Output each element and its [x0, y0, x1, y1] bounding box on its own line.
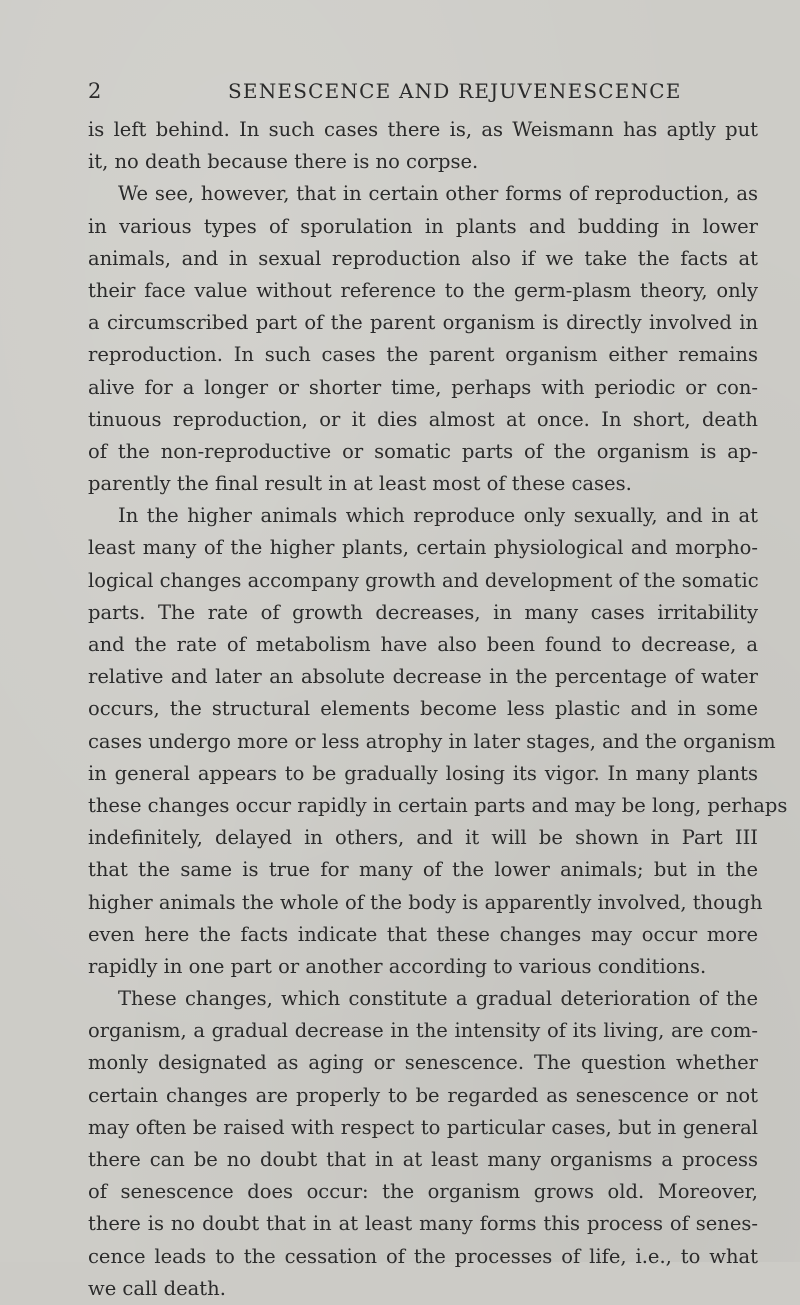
- text-line: there is no doubt that in at least many forms this process of senes-: [88, 1212, 758, 1236]
- text-line: parts. The rate of growth decreases, in many cases irritability: [88, 600, 758, 624]
- text-line: these changes occur rapidly in certain parts and may be long, perhaps: [88, 793, 788, 817]
- text-line: reproduction. In such cases the parent organism either remains: [88, 343, 758, 367]
- text-line: organism, a gradual decrease in the intensity of its living, are com-: [88, 1019, 758, 1043]
- text-line: it, no death because there is no corpse.: [88, 150, 479, 174]
- text-line: In the higher animals which reproduce only sexually, and in at: [118, 504, 758, 528]
- text-line: logical changes accompany growth and development of the somatic: [88, 568, 759, 592]
- text-line: rapidly in one part or another according to various conditions.: [88, 954, 707, 978]
- text-line: indefinitely, delayed in others, and it will be shown in Part III: [88, 826, 758, 850]
- text-line: higher animals the whole of the body is apparently involved, though: [88, 890, 763, 914]
- text-line: We see, however, that in certain other forms of reproduction, as: [118, 182, 758, 206]
- text-line: in various types of sporulation in plants and budding in lower: [88, 214, 758, 238]
- text-line: of the non-reproductive or somatic parts of the organism is ap-: [88, 439, 758, 463]
- text-line: that the same is true for many of the lower animals; but in the: [88, 858, 758, 882]
- text-line: is left behind. In such cases there is, as Weismann has aptly put: [88, 118, 758, 141]
- text-line: may often be raised with respect to particular cases, but in general: [88, 1115, 758, 1139]
- text-line: monly designated as aging or senescence. The question whether: [88, 1051, 758, 1075]
- running-title: SENESCENCE AND REJUVENESCENCE: [228, 79, 682, 103]
- page-number: 2: [88, 79, 102, 103]
- text-line: even here the facts indicate that these changes may occur more: [88, 922, 758, 946]
- text-line: occurs, the structural elements become less plastic and in some: [88, 697, 758, 721]
- text-line: least many of the higher plants, certain physiological and morpho-: [88, 536, 758, 560]
- text-line: their face value without reference to the germ-plasm theory, only: [88, 278, 758, 302]
- text-line: relative and later an absolute decrease in the percentage of water: [88, 665, 758, 689]
- running-head: [88, 76, 748, 106]
- text-line: These changes, which constitute a gradual deterioration of the: [118, 987, 758, 1011]
- text-line: and the rate of metabolism have also been found to decrease, a: [88, 633, 758, 656]
- text-line: of senescence does occur: the organism grows old. Moreover,: [88, 1180, 758, 1204]
- text-line: animals, and in sexual reproduction also if we take the facts at: [88, 246, 758, 270]
- text-line: cases undergo more or less atrophy in later stages, and the organism: [88, 729, 776, 753]
- text-line: in general appears to be gradually losing its vigor. In many plants: [88, 761, 758, 785]
- text-line: certain changes are properly to be regarded as senescence or not: [88, 1083, 758, 1107]
- text-line: parently the final result in at least most of these cases.: [88, 472, 632, 496]
- text-line: cence leads to the cessation of the processes of life, i.e., to what: [88, 1244, 758, 1268]
- text-line: tinuous reproduction, or it dies almost at once. In short, death: [88, 407, 758, 431]
- text-line: we call death.: [88, 1276, 226, 1300]
- body-text: [88, 114, 788, 1305]
- text-line: a circumscribed part of the parent organism is directly involved in: [88, 311, 758, 335]
- text-line: alive for a longer or shorter time, perhaps with periodic or con-: [88, 375, 758, 399]
- text-line: there can be no doubt that in at least many organisms a process: [88, 1148, 758, 1171]
